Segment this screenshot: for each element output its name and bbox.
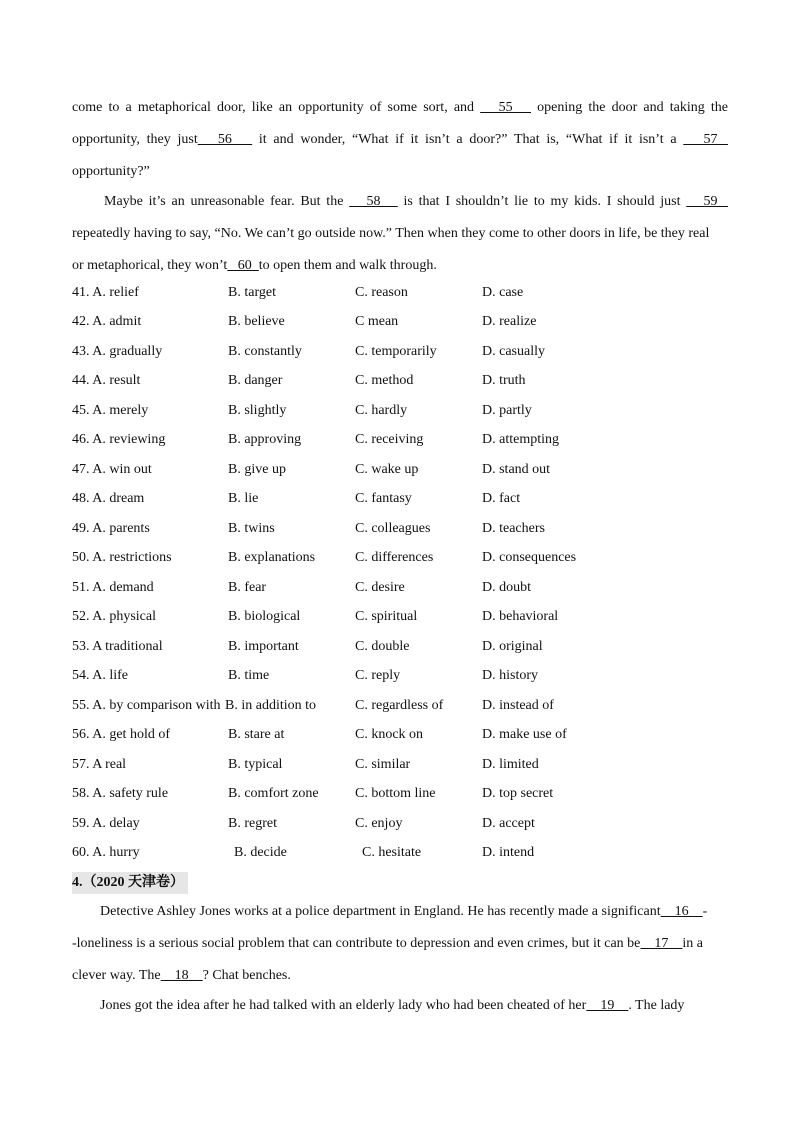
option-c: C. reply bbox=[355, 668, 401, 683]
text: -loneliness is a serious social problem that can contribute to depression and even crimes, but it can be bbox=[72, 936, 641, 951]
option-b: B. regret bbox=[228, 816, 277, 831]
option-c: C. regardless of bbox=[355, 698, 444, 713]
option-c: C. desire bbox=[355, 580, 405, 595]
option-b: B. target bbox=[228, 285, 276, 300]
option-a: 46. A. reviewing bbox=[72, 432, 166, 447]
text: . The lady bbox=[628, 998, 685, 1013]
text: ? Chat benches. bbox=[202, 968, 291, 983]
option-c: C. hesitate bbox=[362, 845, 422, 860]
blank-55: 55 bbox=[480, 100, 531, 115]
option-a: 58. A. safety rule bbox=[72, 786, 169, 801]
option-a: 47. A. win out bbox=[72, 462, 152, 477]
option-c: C. hardly bbox=[355, 403, 408, 418]
blank-56: 56 bbox=[197, 132, 253, 147]
blank-60: 60 bbox=[227, 258, 259, 273]
option-d: D. teachers bbox=[482, 521, 545, 536]
option-row bbox=[72, 698, 728, 720]
text: to open them and walk through. bbox=[258, 258, 437, 273]
blank-19: 19 bbox=[586, 998, 629, 1013]
text: opening the door and taking the bbox=[531, 100, 728, 115]
option-c: C. differences bbox=[355, 550, 434, 565]
option-d: D. history bbox=[482, 668, 538, 683]
option-row bbox=[72, 786, 728, 808]
option-b: B. stare at bbox=[228, 727, 285, 742]
option-b: B. give up bbox=[228, 462, 286, 477]
text: come to a metaphorical door, like an opportunity of some sort, and bbox=[72, 100, 481, 115]
option-row bbox=[72, 550, 728, 572]
option-d: D. partly bbox=[482, 403, 532, 418]
option-row bbox=[72, 668, 728, 690]
option-b: B. explanations bbox=[228, 550, 316, 565]
option-b: B. biological bbox=[228, 609, 301, 624]
option-c: C. knock on bbox=[355, 727, 424, 742]
option-row bbox=[72, 727, 728, 749]
option-a: 56. A. get hold of bbox=[72, 727, 170, 742]
passage-paragraph-2 bbox=[72, 186, 728, 282]
option-d: D. attempting bbox=[482, 432, 559, 447]
section4-paragraph-1 bbox=[72, 896, 728, 992]
text: opportunity, they just bbox=[72, 132, 198, 147]
option-row bbox=[72, 285, 728, 307]
option-b: B. lie bbox=[228, 491, 259, 506]
text: or metaphorical, they won’t bbox=[72, 258, 228, 273]
option-a: 51. A. demand bbox=[72, 580, 154, 595]
option-d: D. behavioral bbox=[482, 609, 559, 624]
option-c: C. temporarily bbox=[355, 344, 437, 359]
passage-line bbox=[72, 186, 728, 218]
option-row bbox=[72, 845, 728, 867]
option-b: B. time bbox=[228, 668, 270, 683]
option-row bbox=[72, 403, 728, 425]
text: Jones got the idea after he had talked with an elderly lady who had been cheated of her bbox=[100, 998, 587, 1013]
option-b: B. danger bbox=[228, 373, 283, 388]
option-a: 53. A traditional bbox=[72, 639, 163, 654]
option-d: D. realize bbox=[482, 314, 537, 329]
option-a: 43. A. gradually bbox=[72, 344, 163, 359]
option-d: D. top secret bbox=[482, 786, 554, 801]
option-row bbox=[72, 314, 728, 336]
passage-line: repeatedly having to say, “No. We can’t go outside now.” Then when they come to other doors in life, be they real bbox=[72, 226, 710, 241]
text: clever way. The bbox=[72, 968, 161, 983]
option-a: 54. A. life bbox=[72, 668, 128, 683]
option-d: D. limited bbox=[482, 757, 539, 772]
blank-57: 57 bbox=[683, 132, 728, 147]
option-c: C. double bbox=[355, 639, 410, 654]
text: Detective Ashley Jones works at a police department in England. He has recently made a significant bbox=[100, 904, 661, 919]
blank-59: 59 bbox=[686, 194, 729, 209]
option-b: B. constantly bbox=[228, 344, 302, 359]
option-a: 44. A. result bbox=[72, 373, 141, 388]
option-b: B. fear bbox=[228, 580, 267, 595]
option-row bbox=[72, 373, 728, 395]
text: it and wonder, “What if it isn’t a door?” That is, “What if it isn’t a bbox=[252, 132, 684, 147]
option-row bbox=[72, 344, 728, 366]
option-b: B. twins bbox=[228, 521, 275, 536]
option-a: 50. A. restrictions bbox=[72, 550, 172, 565]
option-row bbox=[72, 432, 728, 454]
option-d: D. truth bbox=[482, 373, 526, 388]
option-a: 41. A. relief bbox=[72, 285, 139, 300]
option-b: B. approving bbox=[228, 432, 302, 447]
option-d: D. intend bbox=[482, 845, 535, 860]
option-row bbox=[72, 639, 728, 661]
option-row bbox=[72, 521, 728, 543]
section-heading: 4.（2020 天津卷） bbox=[72, 872, 188, 894]
text: - bbox=[702, 904, 708, 919]
option-a: 55. A. by comparison with bbox=[72, 698, 221, 713]
text: Maybe it’s an unreasonable fear. But the bbox=[104, 194, 350, 209]
option-a: 48. A. dream bbox=[72, 491, 145, 506]
option-row bbox=[72, 757, 728, 779]
blank-58: 58 bbox=[349, 194, 398, 209]
option-c: C. method bbox=[355, 373, 414, 388]
option-a: 45. A. merely bbox=[72, 403, 149, 418]
option-d: D. stand out bbox=[482, 462, 551, 477]
passage-line bbox=[72, 990, 728, 1022]
blank-17: 17 bbox=[640, 936, 683, 951]
option-c: C. receiving bbox=[355, 432, 424, 447]
text: is that I shouldn’t lie to my kids. I should just bbox=[397, 194, 687, 209]
text: in a bbox=[682, 936, 704, 951]
option-row bbox=[72, 491, 728, 513]
option-b: B. slightly bbox=[228, 403, 287, 418]
option-c: C. reason bbox=[355, 285, 408, 300]
blank-16: 16 bbox=[660, 904, 703, 919]
section4-paragraph-2 bbox=[72, 990, 728, 1022]
option-row bbox=[72, 462, 728, 484]
option-c: C. spiritual bbox=[355, 609, 418, 624]
option-d: D. make use of bbox=[482, 727, 567, 742]
option-d: D. casually bbox=[482, 344, 545, 359]
option-b: B. believe bbox=[228, 314, 285, 329]
option-a: 49. A. parents bbox=[72, 521, 150, 536]
option-b: B. in addition to bbox=[225, 698, 316, 713]
option-d: D. instead of bbox=[482, 698, 554, 713]
passage-line bbox=[72, 896, 728, 928]
option-row bbox=[72, 609, 728, 631]
option-c: C. enjoy bbox=[355, 816, 403, 831]
blank-18: 18 bbox=[160, 968, 203, 983]
option-c: C. similar bbox=[355, 757, 411, 772]
option-d: D. original bbox=[482, 639, 543, 654]
option-d: D. case bbox=[482, 285, 524, 300]
passage-line bbox=[72, 124, 728, 156]
option-c: C. fantasy bbox=[355, 491, 412, 506]
option-a: 52. A. physical bbox=[72, 609, 156, 624]
option-b: B. typical bbox=[228, 757, 283, 772]
passage-line bbox=[72, 250, 728, 282]
passage-line bbox=[72, 928, 728, 960]
option-d: D. consequences bbox=[482, 550, 577, 565]
option-c: C. wake up bbox=[355, 462, 419, 477]
passage-paragraph-1 bbox=[72, 92, 728, 188]
passage-line: opportunity?” bbox=[72, 164, 150, 179]
option-a: 57. A real bbox=[72, 757, 127, 772]
option-c: C. colleagues bbox=[355, 521, 431, 536]
option-c: C. bottom line bbox=[355, 786, 436, 801]
option-d: D. doubt bbox=[482, 580, 531, 595]
option-row bbox=[72, 816, 728, 838]
option-b: B. comfort zone bbox=[228, 786, 319, 801]
option-d: D. accept bbox=[482, 816, 535, 831]
option-b: B. decide bbox=[234, 845, 287, 860]
option-a: 60. A. hurry bbox=[72, 845, 140, 860]
option-a: 59. A. delay bbox=[72, 816, 140, 831]
option-b: B. important bbox=[228, 639, 299, 654]
passage-line bbox=[72, 960, 728, 992]
option-row bbox=[72, 580, 728, 602]
option-d: D. fact bbox=[482, 491, 521, 506]
option-a: 42. A. admit bbox=[72, 314, 142, 329]
option-c: C mean bbox=[355, 314, 399, 329]
passage-line bbox=[72, 92, 728, 124]
